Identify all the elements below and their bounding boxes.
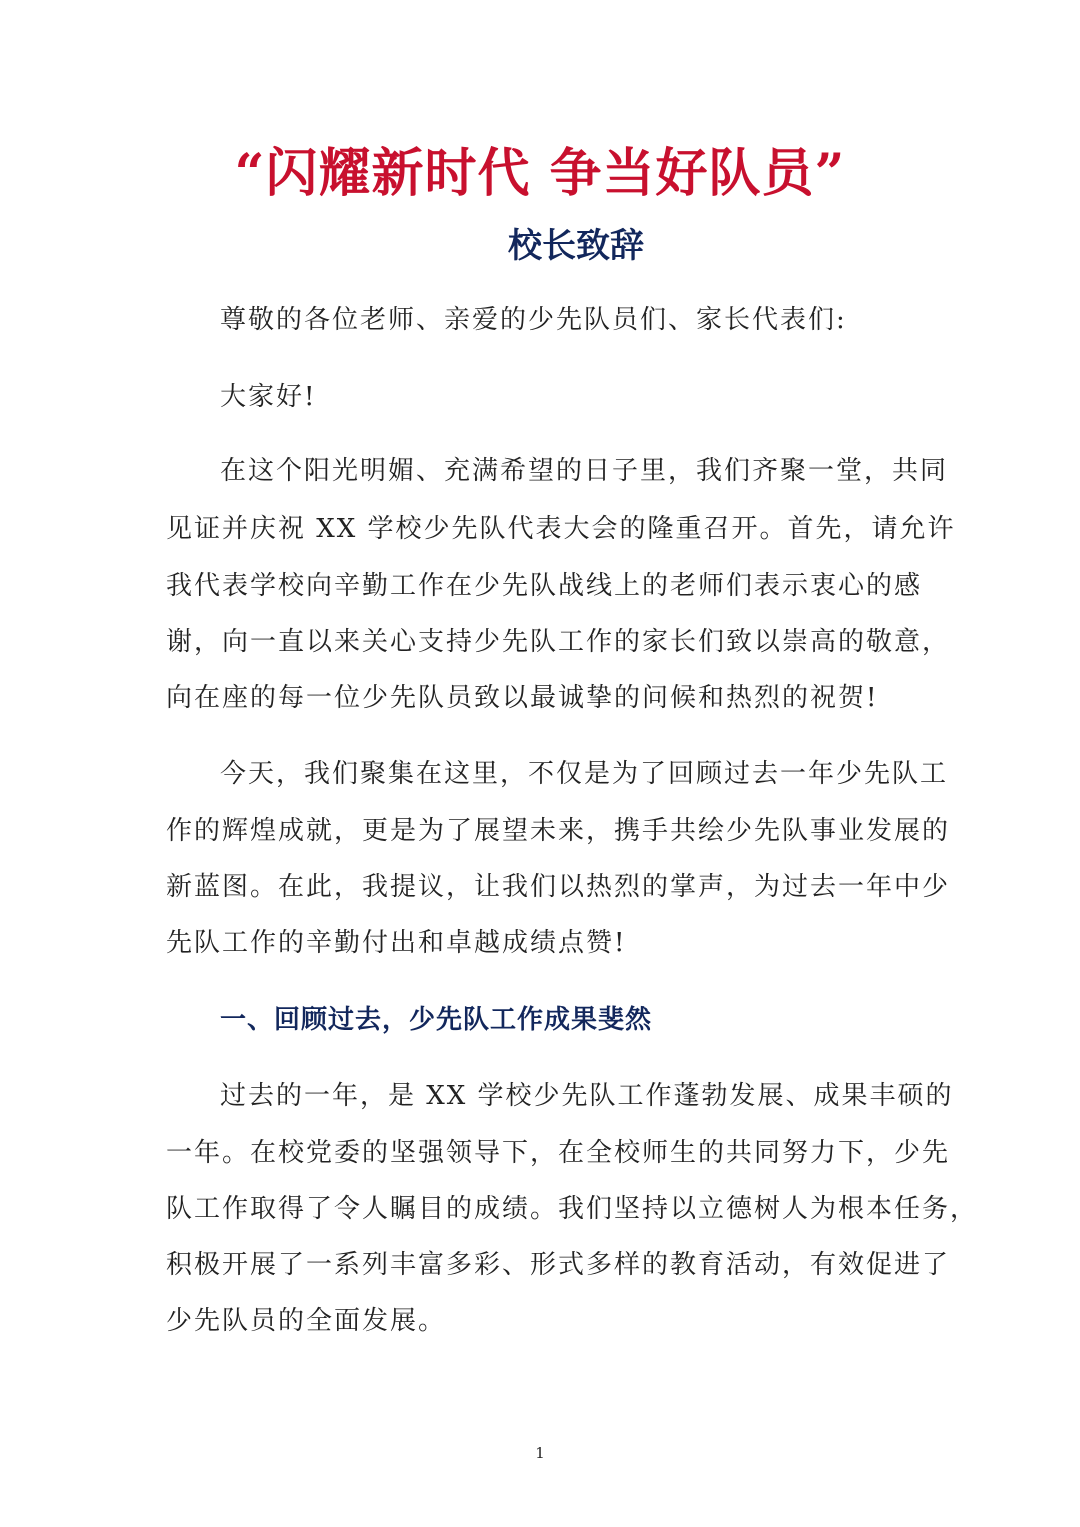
paragraph-1-line-2: 见证并庆祝 XX 学校少先队代表大会的隆重召开。首先，请允许 [166, 514, 956, 544]
document-title: “闪耀新时代 争当好队员” [234, 143, 846, 204]
paragraph-1-line-5: 向在座的每一位少先队员致以最诚挚的问候和热烈的祝贺! [166, 683, 879, 713]
paragraph-2-line-4: 先队工作的辛勤付出和卓越成绩点赞! [166, 928, 627, 958]
salutation-line: 尊敬的各位老师、亲爱的少先队员们、家长代表们: [220, 305, 847, 335]
greeting-line: 大家好! [220, 382, 317, 412]
document-subtitle: 校长致辞 [508, 226, 644, 266]
paragraph-3-line-2: 一年。在校党委的坚强领导下，在全校师生的共同努力下，少先 [166, 1138, 951, 1168]
paragraph-3-line-1: 过去的一年，是 XX 学校少先队工作蓬勃发展、成果丰硕的 [220, 1081, 954, 1111]
paragraph-1-line-4: 谢，向一直以来关心支持少先队工作的家长们致以崇高的敬意， [166, 627, 951, 657]
paragraph-2-line-2: 作的辉煌成就，更是为了展望未来，携手共绘少先队事业发展的 [166, 816, 951, 846]
paragraph-3-line-4: 积极开展了一系列丰富多彩、形式多样的教育活动，有效促进了 [166, 1250, 951, 1280]
section-heading-1: 一、回顾过去，少先队工作成果斐然 [220, 1005, 653, 1035]
paragraph-3-line-3: 队工作取得了令人瞩目的成绩。我们坚持以立德树人为根本任务， [166, 1194, 979, 1224]
paragraph-1-line-1: 在这个阳光明媚、充满希望的日子里，我们齐聚一堂，共同 [220, 456, 949, 486]
paragraph-3-line-5: 少先队员的全面发展。 [166, 1306, 447, 1336]
paragraph-2-line-1: 今天，我们聚集在这里，不仅是为了回顾过去一年少先队工 [220, 759, 949, 789]
page-number: 1 [535, 1444, 545, 1462]
paragraph-2-line-3: 新蓝图。在此，我提议，让我们以热烈的掌声，为过去一年中少 [166, 872, 951, 902]
paragraph-1-line-3: 我代表学校向辛勤工作在少先队战线上的老师们表示衷心的感 [166, 571, 923, 601]
